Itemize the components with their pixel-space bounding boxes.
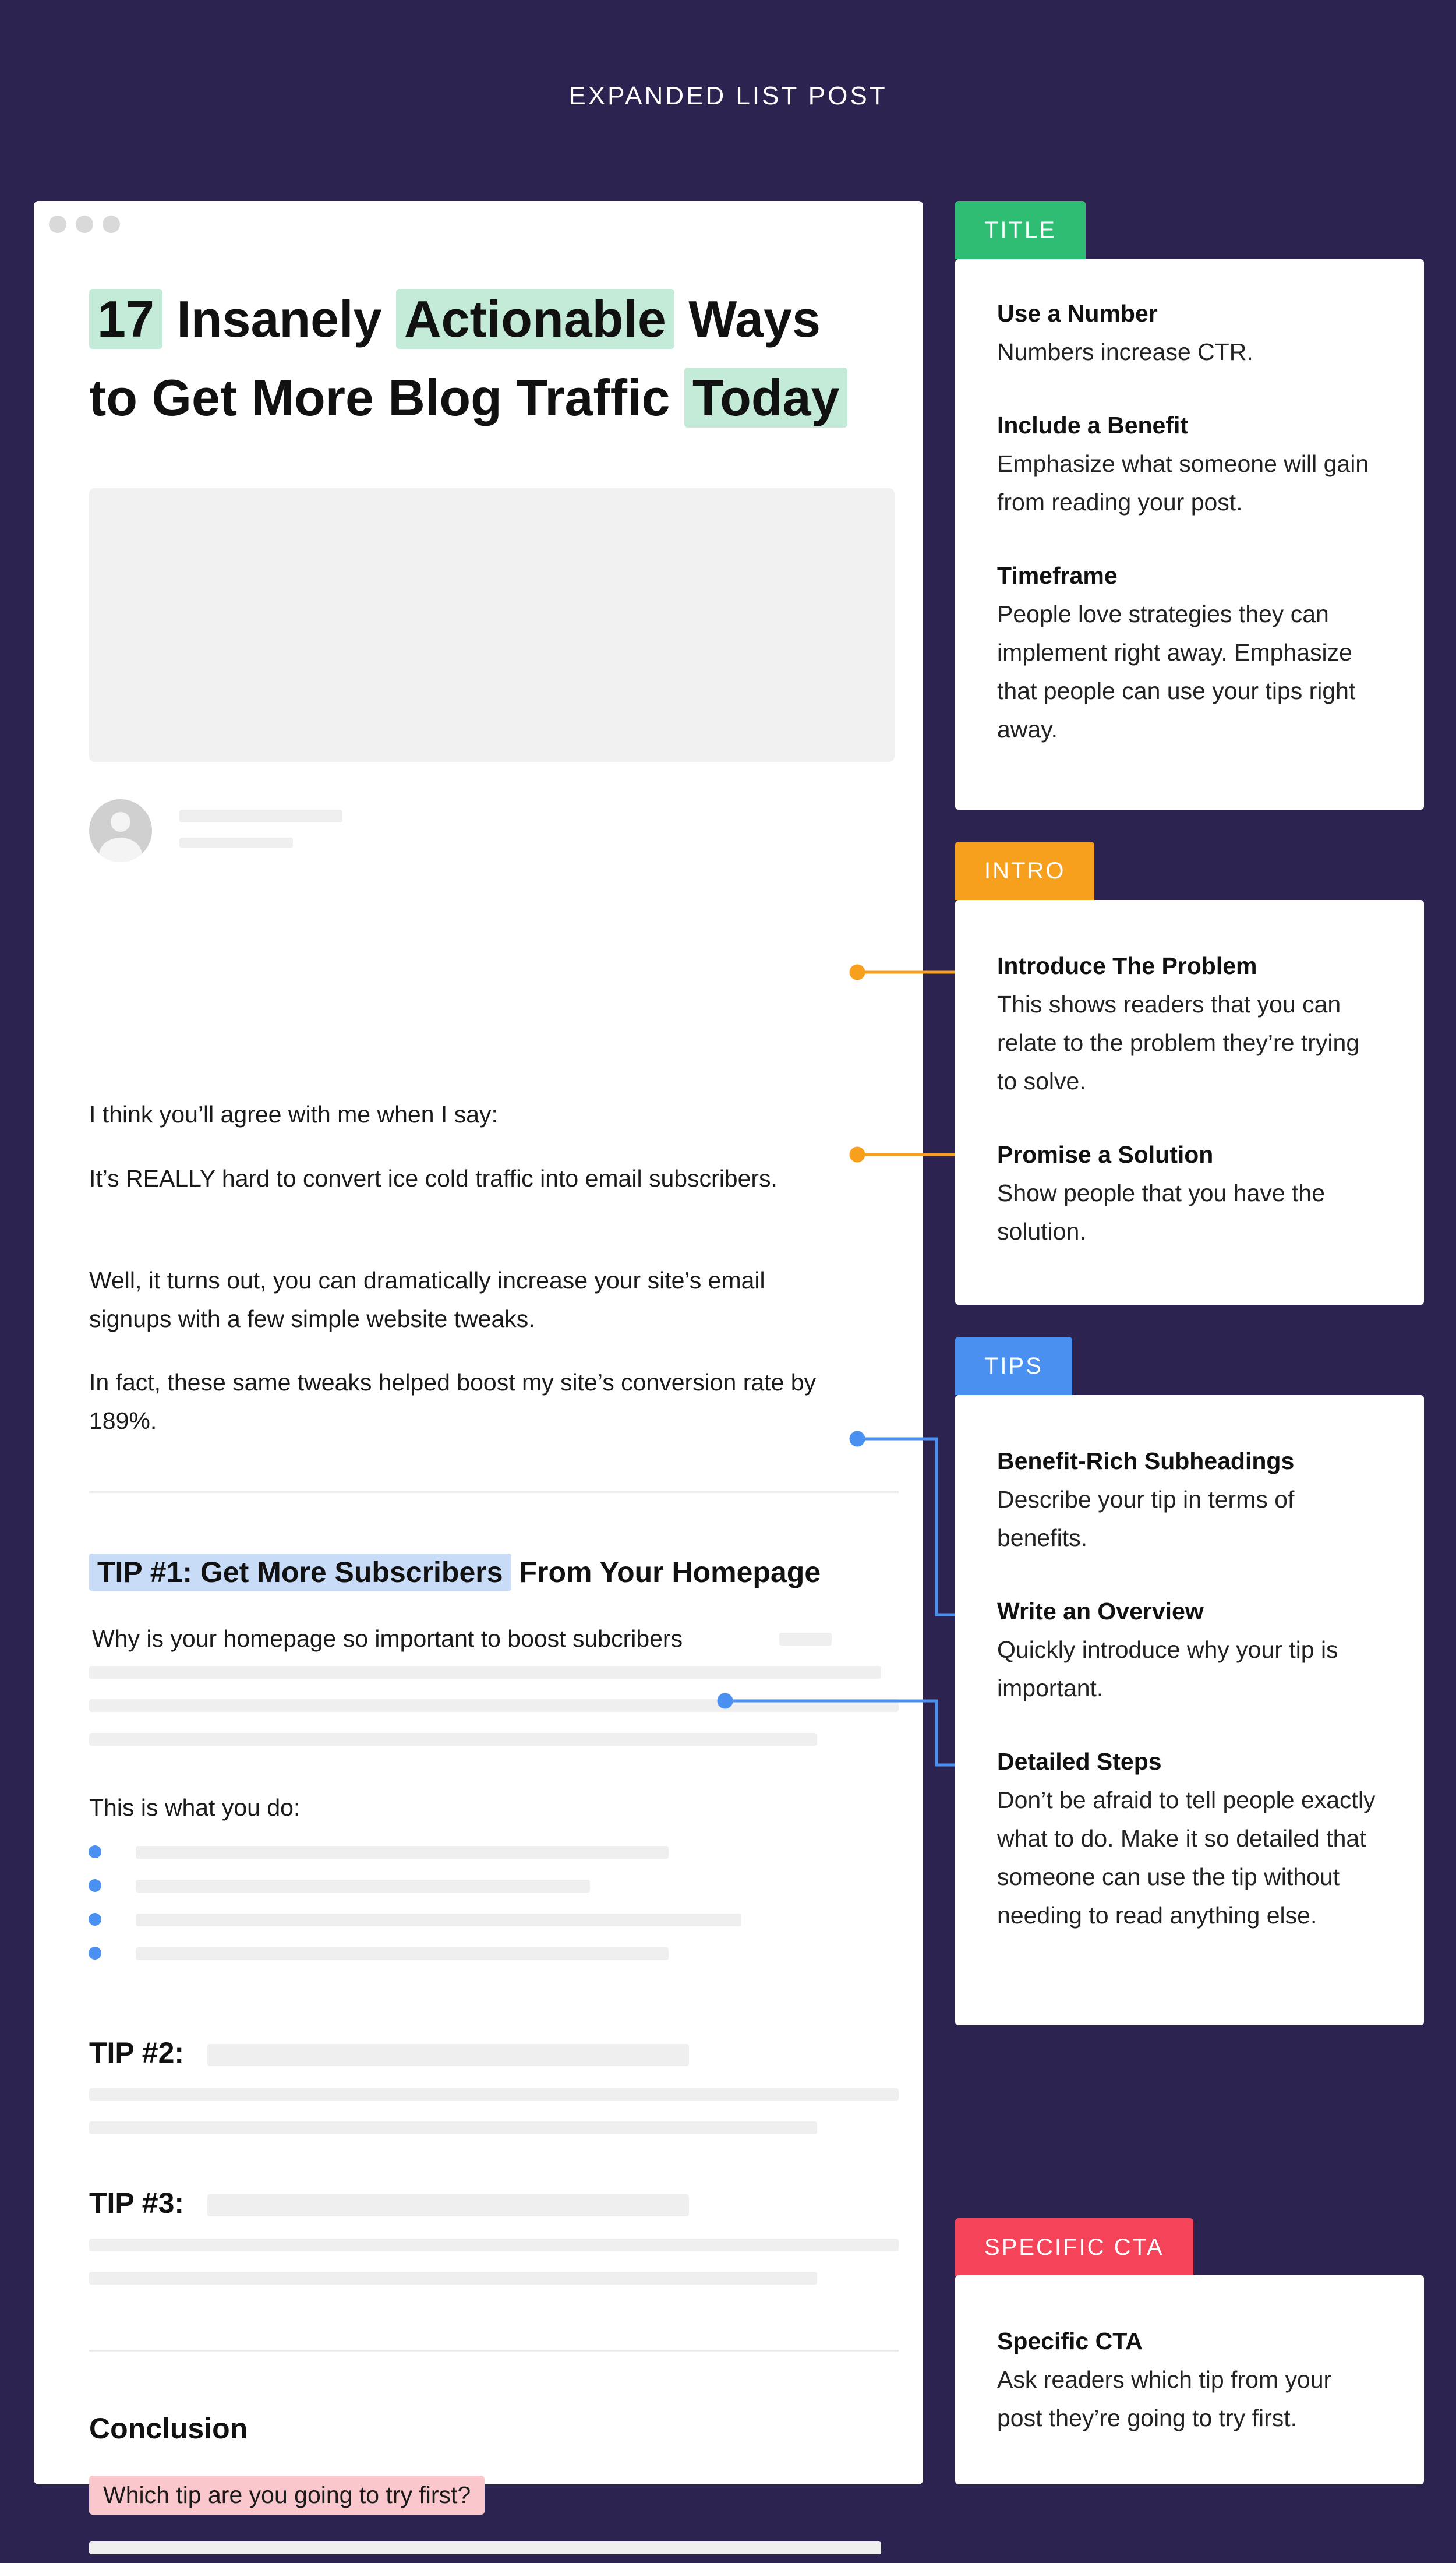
tip-item bbox=[997, 556, 1383, 749]
text-placeholder bbox=[89, 2121, 817, 2134]
intro-section-tab: INTRO bbox=[955, 842, 1094, 900]
item-desc: Quickly introduce why your tip is important. bbox=[997, 1636, 1338, 1701]
tip-1-heading bbox=[89, 1551, 821, 1593]
text-placeholder bbox=[779, 1633, 832, 1646]
step-bullet bbox=[89, 1845, 101, 1858]
page-title: EXPANDED LIST POST bbox=[568, 82, 888, 110]
tip-item bbox=[997, 1442, 1383, 1557]
item-desc: Describe your tip in terms of benefits. bbox=[997, 1486, 1295, 1551]
title-section-tab: TITLE bbox=[955, 201, 1086, 259]
tip-item bbox=[997, 1592, 1383, 1707]
item-desc: Numbers increase CTR. bbox=[997, 338, 1253, 365]
item-desc: Don’t be afraid to tell people exactly what to do. Make it so detailed that someone can use the tip without needing to read anything else. bbox=[997, 1787, 1376, 1929]
step-placeholder bbox=[136, 1914, 741, 1926]
item-title: Benefit-Rich Subheadings bbox=[997, 1448, 1295, 1474]
conclusion-cta: Which tip are you going to try first? bbox=[89, 2476, 485, 2515]
item-title: Include a Benefit bbox=[997, 412, 1189, 439]
item-desc: People love strategies they can implement right away. Emphasize that people can use your tips right away. bbox=[997, 601, 1356, 743]
section-divider bbox=[89, 2350, 899, 2352]
text-placeholder bbox=[89, 1666, 881, 1679]
author-avatar bbox=[89, 799, 152, 862]
intro-paragraph: It’s REALLY hard to convert ice cold traffic into email subscribers. bbox=[89, 1165, 778, 1192]
step-placeholder bbox=[136, 1880, 590, 1893]
tip-item bbox=[997, 294, 1383, 371]
item-title: Write an Overview bbox=[997, 1598, 1204, 1625]
tips-section-card bbox=[955, 1395, 1424, 2025]
author-meta-placeholder bbox=[179, 838, 293, 848]
headline-word: Insanely bbox=[176, 290, 382, 348]
headline-number: 17 bbox=[89, 289, 162, 349]
steps-label: This is what you do: bbox=[89, 1794, 301, 1821]
step-bullet bbox=[89, 1879, 101, 1892]
section-divider bbox=[89, 1491, 899, 1493]
item-desc: Ask readers which tip from your post they’re going to try first. bbox=[997, 2366, 1332, 2431]
text-placeholder bbox=[89, 2272, 817, 2285]
tip-item bbox=[997, 947, 1383, 1100]
window-controls bbox=[49, 216, 120, 233]
step-placeholder bbox=[136, 1846, 669, 1859]
window-dot bbox=[76, 216, 93, 233]
item-title: Promise a Solution bbox=[997, 1141, 1214, 1168]
headline-timeframe: Today bbox=[684, 368, 848, 428]
step-bullet bbox=[89, 1947, 101, 1960]
tip-item bbox=[997, 1135, 1383, 1251]
item-title: Timeframe bbox=[997, 562, 1118, 589]
window-dot bbox=[103, 216, 120, 233]
post-headline bbox=[89, 280, 881, 437]
tip-1-overview: Why is your homepage so important to boost subcribers bbox=[92, 1625, 683, 1652]
item-title: Use a Number bbox=[997, 300, 1158, 327]
tip-2-title-placeholder bbox=[207, 2044, 689, 2066]
step-bullet bbox=[89, 1913, 101, 1926]
cta-section-card bbox=[955, 2275, 1424, 2484]
headline-highlight: Actionable bbox=[396, 289, 674, 349]
text-placeholder bbox=[89, 2541, 881, 2554]
intro-paragraph: In fact, these same tweaks helped boost my site’s conversion rate by 189%. bbox=[89, 1369, 817, 1434]
tip-item bbox=[997, 406, 1383, 521]
text-placeholder bbox=[89, 1733, 817, 1746]
item-title: Introduce The Problem bbox=[997, 952, 1257, 979]
tip-item bbox=[997, 2322, 1383, 2437]
intro-section-card bbox=[955, 900, 1424, 1305]
item-title: Detailed Steps bbox=[997, 1748, 1162, 1775]
text-placeholder bbox=[89, 2239, 899, 2251]
text-placeholder bbox=[89, 1699, 899, 1712]
hero-image-placeholder bbox=[89, 488, 895, 762]
headline-line2: to Get More Blog Traffic bbox=[89, 369, 670, 426]
intro-paragraph: I think you’ll agree with me when I say: bbox=[89, 1101, 498, 1128]
intro-paragraph: Well, it turns out, you can dramatically increase your site’s email signups with a few simple website tweaks. bbox=[89, 1267, 765, 1332]
blog-post-mockup bbox=[34, 201, 923, 2508]
tip-item bbox=[997, 1742, 1383, 1934]
item-title: Specific CTA bbox=[997, 2328, 1143, 2354]
headline-word: Ways bbox=[688, 290, 821, 348]
tip-1-highlight: TIP #1: Get More Subscribers bbox=[89, 1554, 511, 1591]
tip-3-heading: TIP #3: bbox=[89, 2187, 185, 2219]
window-dot bbox=[49, 216, 66, 233]
item-desc: Emphasize what someone will gain from reading your post. bbox=[997, 450, 1369, 516]
title-section-card bbox=[955, 259, 1424, 810]
conclusion-heading: Conclusion bbox=[89, 2412, 248, 2445]
tip-1-rest: From Your Homepage bbox=[519, 1556, 821, 1588]
cta-section-tab: SPECIFIC CTA bbox=[955, 2218, 1193, 2276]
author-name-placeholder bbox=[179, 810, 342, 822]
tips-section-tab: TIPS bbox=[955, 1337, 1072, 1395]
item-desc: Show people that you have the solution. bbox=[997, 1180, 1326, 1245]
tip-2-heading: TIP #2: bbox=[89, 2036, 185, 2069]
item-desc: This shows readers that you can relate to the problem they’re trying to solve. bbox=[997, 991, 1360, 1095]
tip-3-title-placeholder bbox=[207, 2194, 689, 2216]
text-placeholder bbox=[89, 2088, 899, 2101]
step-placeholder bbox=[136, 1947, 669, 1960]
